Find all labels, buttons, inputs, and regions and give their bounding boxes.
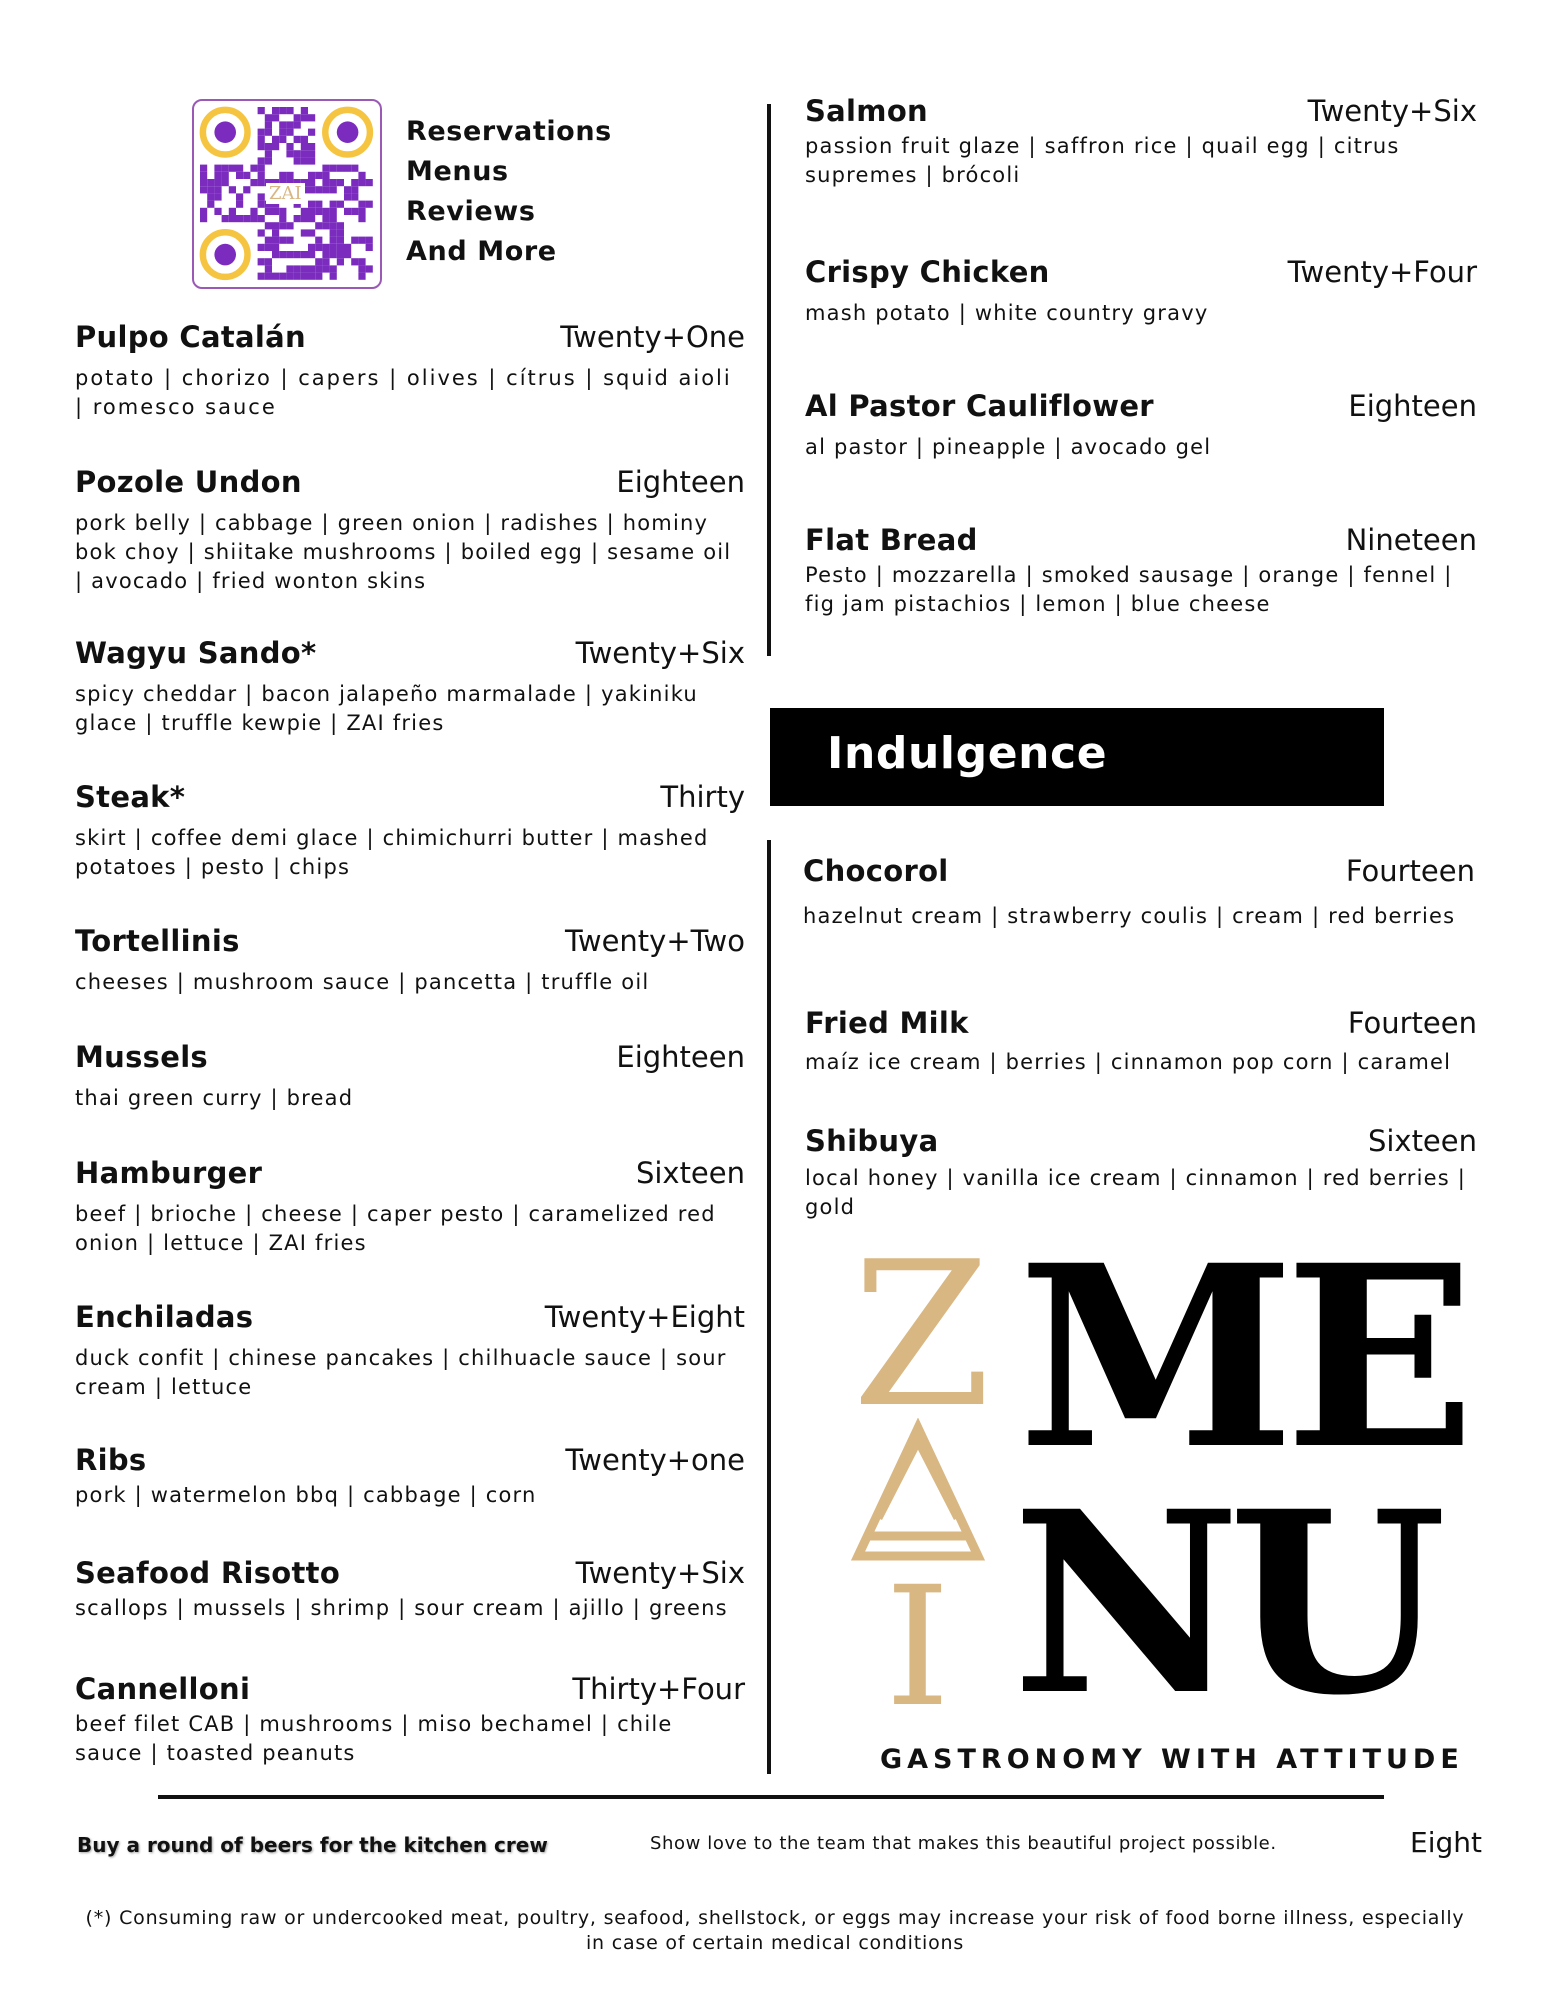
logo-tagline: GASTRONOMY WITH ATTITUDE bbox=[880, 1744, 1464, 1775]
item-name: Mussels bbox=[75, 1040, 208, 1074]
item-description: al pastor | pineapple | avocado gel bbox=[805, 435, 1212, 459]
menu-item bbox=[75, 1672, 745, 1768]
item-price: Fourteen bbox=[1347, 1006, 1477, 1040]
qr-link-reservations[interactable]: Reservations bbox=[406, 116, 612, 147]
item-description: potato | chorizo | capers | olives | cítrus | squid aioli | romesco sauce bbox=[75, 366, 732, 419]
footer-divider bbox=[158, 1795, 1384, 1799]
item-price: Twenty+One bbox=[560, 320, 745, 354]
item-name: Flat Bread bbox=[805, 523, 978, 557]
item-name: Tortellinis bbox=[75, 924, 240, 958]
section-banner-indulgence bbox=[770, 708, 1384, 806]
item-name: Enchiladas bbox=[75, 1300, 254, 1334]
item-price: Twenty+Six bbox=[1307, 94, 1477, 128]
item-description: scallops | mussels | shrimp | sour cream | ajillo | greens bbox=[75, 1596, 728, 1620]
item-description: Pesto | mozzarella | smoked sausage | orange | fennel | fig jam pistachios | lemon | blue cheese bbox=[805, 563, 1453, 616]
menu-item bbox=[75, 1556, 745, 1623]
item-description: mash potato | white country gravy bbox=[805, 301, 1209, 325]
food-safety-disclaimer: (*) Consuming raw or undercooked meat, poultry, seafood, shellstock, or eggs may increase your risk of food borne illness, especially in case of certain medical conditions bbox=[85, 1907, 1465, 1954]
menu-item bbox=[805, 1006, 1477, 1077]
item-description: spicy cheddar | bacon jalapeño marmalade | yakiniku glace | truffle kewpie | ZAI fries bbox=[75, 682, 698, 735]
item-price: Twenty+Four bbox=[1287, 255, 1477, 289]
menu-item bbox=[75, 1040, 745, 1113]
item-description: cheeses | mushroom sauce | pancetta | truffle oil bbox=[75, 970, 650, 994]
menu-item bbox=[805, 255, 1477, 328]
qr-link-reviews[interactable]: Reviews bbox=[406, 196, 536, 227]
qr-links bbox=[406, 112, 612, 272]
column-divider-top bbox=[767, 104, 771, 656]
item-name: Hamburger bbox=[75, 1156, 263, 1190]
item-price: Twenty+Six bbox=[575, 1556, 745, 1590]
item-price: Eighteen bbox=[616, 1040, 745, 1074]
logo-letter-z: Z bbox=[852, 1219, 991, 1452]
menu-item bbox=[803, 854, 1475, 931]
item-name: Ribs bbox=[75, 1443, 147, 1477]
item-description: passion fruit glaze | saffron rice | quail egg | citrus supremes | brócoli bbox=[805, 134, 1400, 187]
menu-item bbox=[75, 1443, 745, 1510]
logo-word-me: ME bbox=[1018, 1210, 1466, 1504]
item-price: Eighteen bbox=[616, 465, 745, 499]
item-name: Fried Milk bbox=[805, 1006, 969, 1040]
item-price: Sixteen bbox=[635, 1156, 745, 1190]
menu-item bbox=[75, 636, 745, 738]
item-description: duck confit | chinese pancakes | chilhuacle sauce | sour cream | lettuce bbox=[75, 1346, 727, 1399]
item-description: beef filet CAB | mushrooms | miso bechamel | chile sauce | toasted peanuts bbox=[75, 1712, 673, 1765]
item-description: beef | brioche | cheese | caper pesto | caramelized red onion | lettuce | ZAI fries bbox=[75, 1202, 716, 1255]
item-price: Twenty+Six bbox=[575, 636, 745, 670]
item-description: local honey | vanilla ice cream | cinnamon | red berries | gold bbox=[805, 1166, 1467, 1219]
qr-center-text: ZAI bbox=[266, 183, 305, 204]
item-name: Chocorol bbox=[803, 854, 949, 888]
item-description: hazelnut cream | strawberry coulis | cream | red berries bbox=[803, 904, 1456, 928]
item-name: Pozole Undon bbox=[75, 465, 302, 499]
menu-item bbox=[805, 523, 1477, 619]
item-name: Steak* bbox=[75, 780, 186, 814]
item-price: Twenty+Two bbox=[564, 924, 745, 958]
item-name: Cannelloni bbox=[75, 1672, 251, 1706]
menu-item bbox=[805, 389, 1477, 462]
item-description: thai green curry | bread bbox=[75, 1086, 354, 1110]
kitchen-crew-note: Show love to the team that makes this beautiful project possible. bbox=[650, 1833, 1277, 1854]
kitchen-crew-tip[interactable]: Buy a round of beers for the kitchen crew bbox=[77, 1833, 548, 1857]
item-price: Thirty bbox=[660, 780, 745, 814]
kitchen-crew-price: Eight bbox=[1410, 1826, 1482, 1859]
logo-letter-a bbox=[848, 1418, 988, 1563]
banner-title: Indulgence bbox=[827, 728, 1108, 779]
item-price: Eighteen bbox=[1348, 389, 1477, 423]
logo-letter-i: I bbox=[885, 1551, 951, 1743]
menu-item bbox=[805, 94, 1477, 190]
item-price: Twenty+one bbox=[565, 1443, 745, 1477]
item-name: Wagyu Sando* bbox=[75, 636, 317, 670]
item-price: Nineteen bbox=[1345, 523, 1477, 557]
item-price: Fourteen bbox=[1345, 854, 1475, 888]
item-price: Sixteen bbox=[1367, 1124, 1477, 1158]
item-price: Thirty+Four bbox=[572, 1672, 745, 1706]
item-name: Seafood Risotto bbox=[75, 1556, 341, 1590]
item-description: pork belly | cabbage | green onion | radishes | hominy bok choy | shiitake mushrooms | boiled egg | sesame oil | avocado | fried wonton skins bbox=[75, 511, 732, 593]
qr-link-menus[interactable]: Menus bbox=[406, 156, 509, 187]
column-divider-bottom bbox=[767, 840, 771, 1774]
item-name: Salmon bbox=[805, 94, 928, 128]
item-name: Shibuya bbox=[805, 1124, 939, 1158]
logo-word-nu: NU bbox=[1012, 1456, 1435, 1750]
item-description: maíz ice cream | berries | cinnamon pop corn | caramel bbox=[805, 1050, 1452, 1074]
menu-item bbox=[75, 924, 745, 997]
item-description: pork | watermelon bbq | cabbage | corn bbox=[75, 1483, 537, 1507]
menu-item bbox=[75, 465, 745, 596]
qr-link-more[interactable]: And More bbox=[406, 236, 557, 267]
item-name: Pulpo Catalán bbox=[75, 320, 306, 354]
item-description: skirt | coffee demi glace | chimichurri butter | mashed potatoes | pesto | chips bbox=[75, 826, 709, 879]
menu-item bbox=[805, 1124, 1477, 1222]
item-price: Twenty+Eight bbox=[544, 1300, 745, 1334]
menu-item bbox=[75, 1156, 745, 1258]
menu-item bbox=[75, 780, 745, 882]
menu-item bbox=[75, 320, 745, 422]
item-name: Al Pastor Cauliflower bbox=[805, 389, 1154, 423]
item-name: Crispy Chicken bbox=[805, 255, 1050, 289]
qr-code[interactable] bbox=[192, 99, 382, 289]
menu-item bbox=[75, 1300, 745, 1402]
